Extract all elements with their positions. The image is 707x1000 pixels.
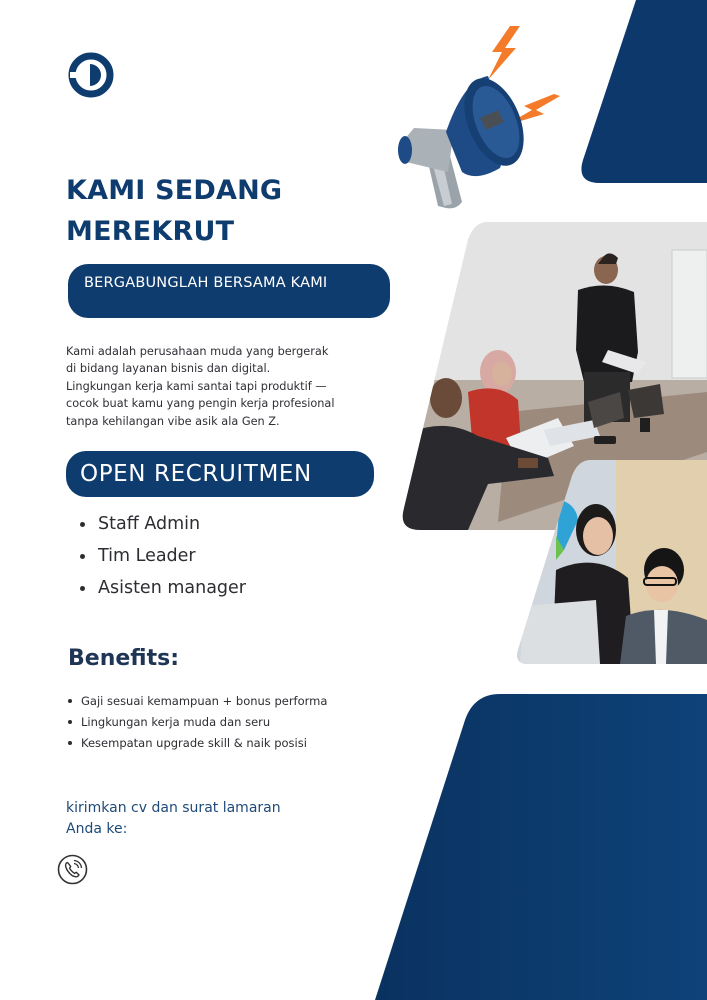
page-title <box>66 170 282 252</box>
benefit-item: Kesempatan upgrade skill & naik posisi <box>67 734 327 755</box>
position-item: Staff Admin <box>78 510 246 542</box>
join-us-label: BERGABUNGLAH BERSAMA KAMI <box>84 275 328 291</box>
contact-instructions <box>66 798 281 840</box>
open-recruitment-heading: OPEN RECRUITMEN <box>80 461 312 487</box>
benefit-item: Lingkungan kerja muda dan seru <box>67 713 327 734</box>
intro-line: Lingkungan kerja kami santai tapi produktif — <box>66 379 327 393</box>
intro-line: Kami adalah perusahaan muda yang bergerak <box>66 345 329 358</box>
benefits-heading: Benefits: <box>68 646 179 671</box>
title-line-1: KAMI SEDANG <box>66 175 283 206</box>
benefit-item: Gaji sesuai kemampuan + bonus performa <box>67 692 327 713</box>
benefits-list <box>67 692 327 755</box>
intro-line: di bidang layanan bisnis dan digital. <box>66 362 271 376</box>
contact-line-2: Anda ke: <box>66 821 128 837</box>
position-item: Tim Leader <box>78 542 246 574</box>
title-line-2: MEREKRUT <box>66 216 235 247</box>
open-recruitment-banner <box>66 451 374 497</box>
join-us-banner <box>68 264 390 318</box>
intro-line: cocok buat kamu yang pengin kerja profesional <box>66 397 335 411</box>
position-item: Asisten manager <box>78 574 246 606</box>
contact-line-1: kirimkan cv dan surat lamaran <box>66 800 281 816</box>
colleagues-laptop-photo <box>516 460 707 664</box>
circle-d-logo-icon <box>68 52 114 98</box>
phone-icon[interactable] <box>57 854 88 885</box>
positions-list <box>78 510 246 606</box>
megaphone-icon <box>392 22 562 214</box>
company-intro <box>66 343 396 430</box>
intro-line: tanpa kehilangan vibe asik ala Gen Z. <box>66 414 280 428</box>
